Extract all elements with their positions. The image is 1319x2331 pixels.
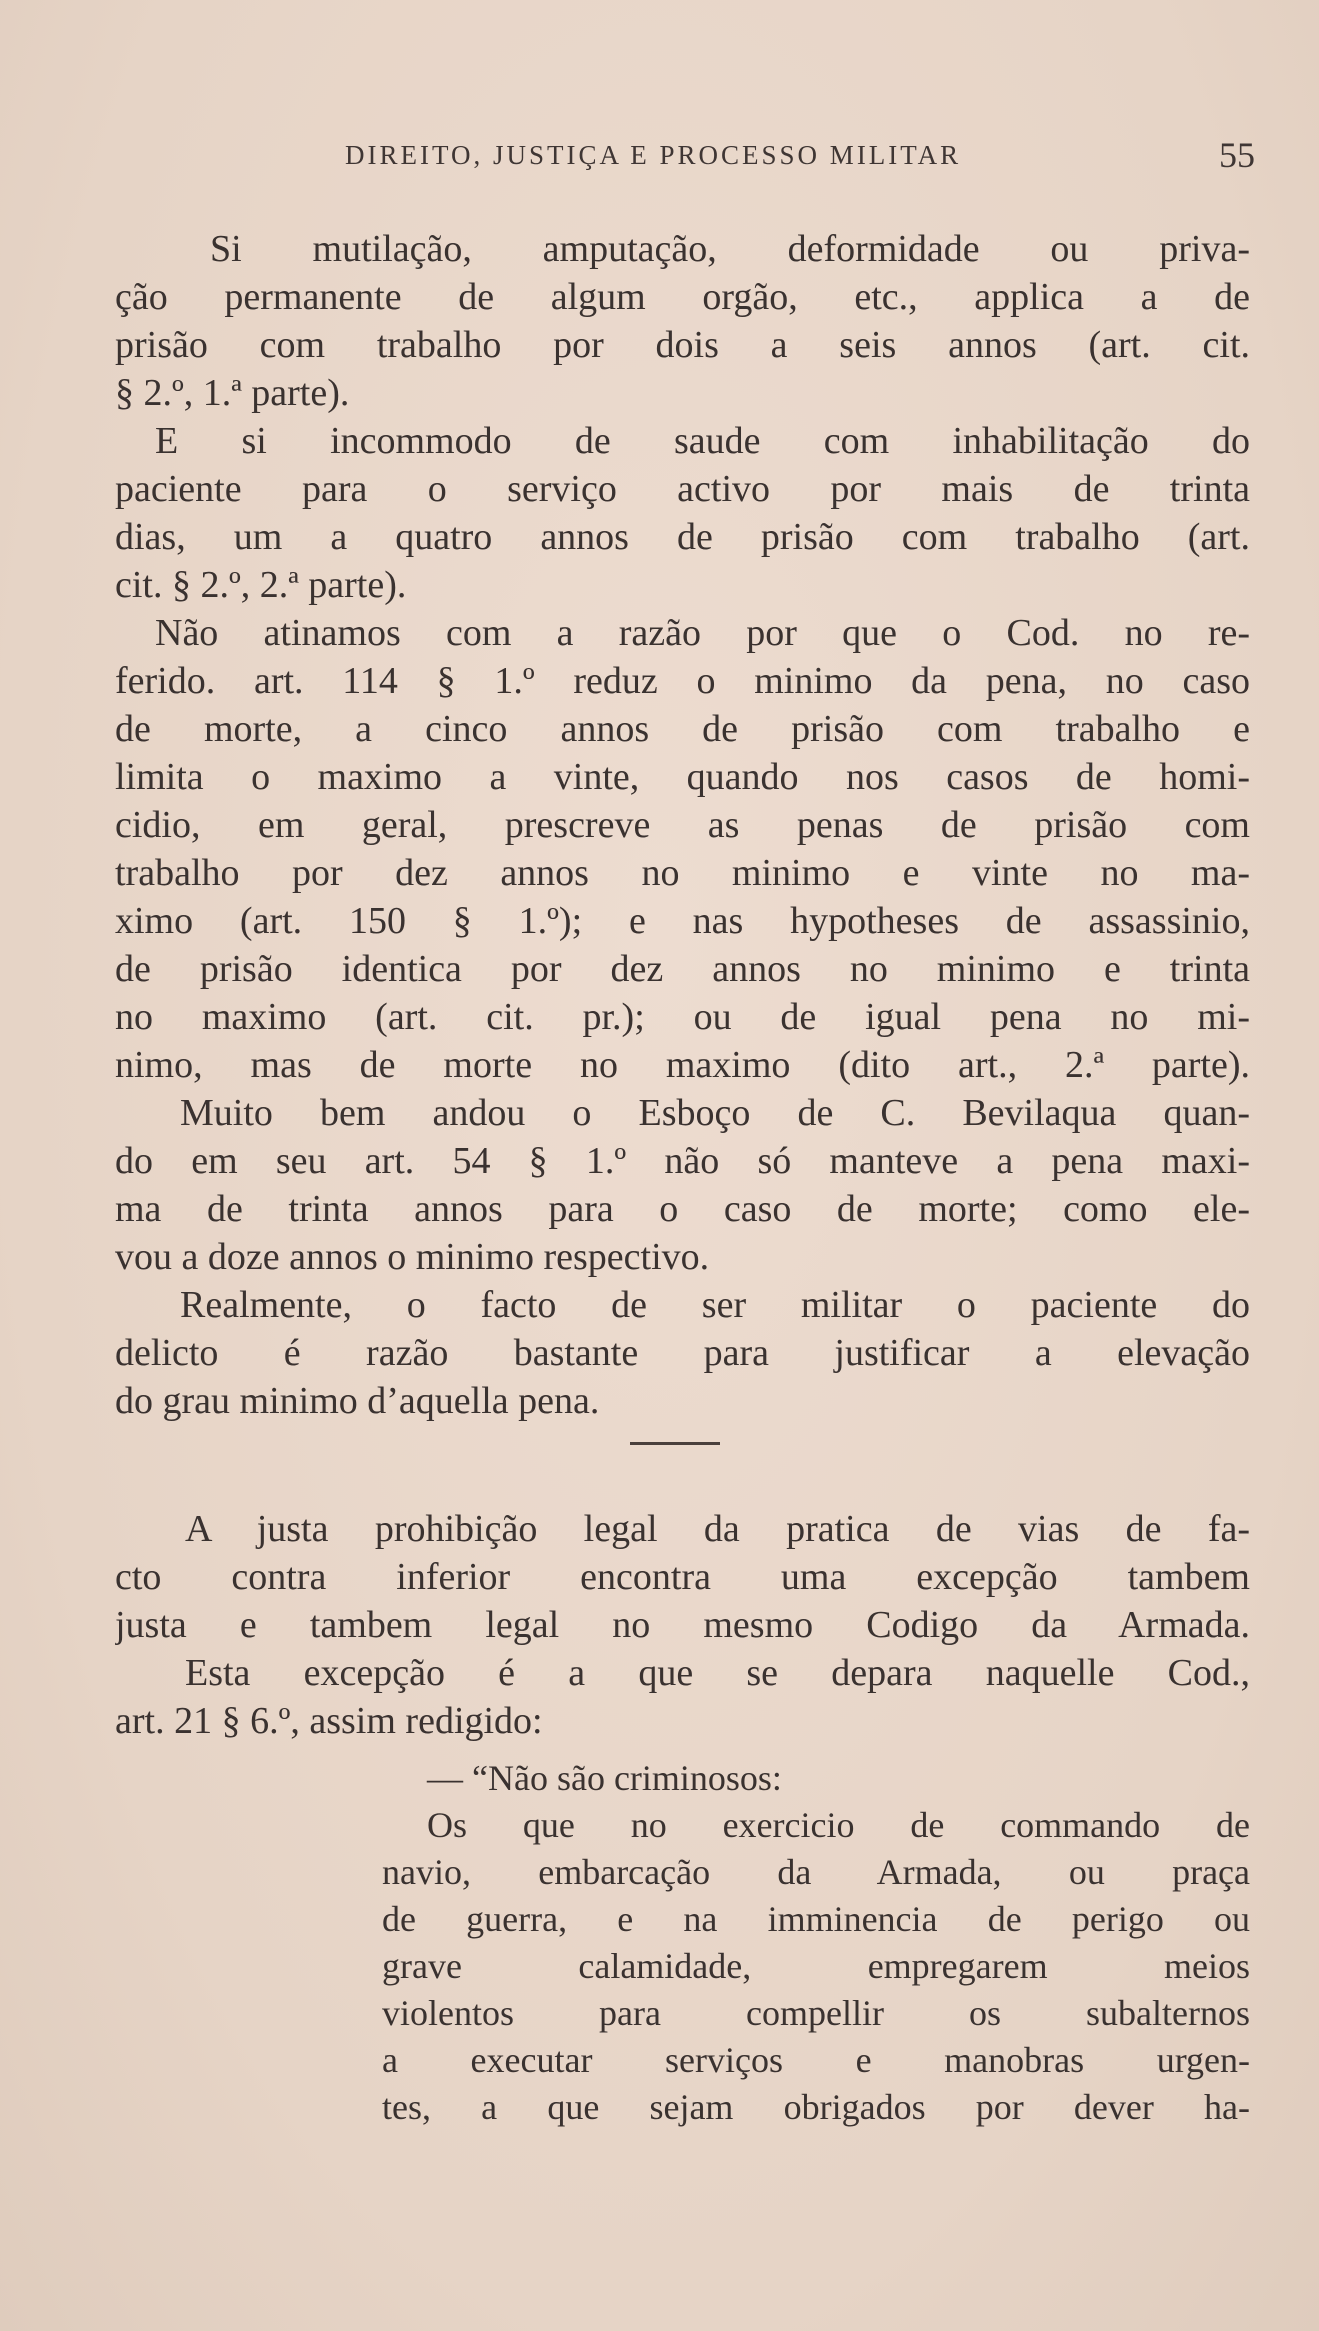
text-line: ma de trinta annos para o caso de morte; como ele- xyxy=(115,1188,1250,1230)
text-line: Si mutilação, amputação, deformidade ou priva- xyxy=(210,228,1250,270)
text-line: de prisão identica por dez annos no minimo e trinta xyxy=(115,948,1250,990)
text-line: E si incommodo de saude com inhabilitação do xyxy=(155,420,1250,462)
quote-line: navio, embarcação da Armada, ou praça xyxy=(382,1852,1250,1892)
quote-line: — “Não são criminosos: xyxy=(427,1758,782,1798)
text-line: paciente para o serviço activo por mais de trinta xyxy=(115,468,1250,510)
text-line: justa e tambem legal no mesmo Codigo da Armada. xyxy=(115,1604,1250,1646)
text-line: Realmente, o facto de ser militar o paciente do xyxy=(180,1284,1250,1326)
text-line: dias, um a quatro annos de prisão com trabalho (art. xyxy=(115,516,1250,558)
section-1-text xyxy=(115,225,1250,1425)
text-line: do grau minimo d’aquella pena. xyxy=(115,1380,600,1422)
text-line: nimo, mas de morte no maximo (dito art., 2.ª parte). xyxy=(115,1044,1250,1086)
text-line: art. 21 § 6.º, assim redigido: xyxy=(115,1700,543,1742)
text-line: Não atinamos com a razão por que o Cod. no re- xyxy=(155,612,1250,654)
page-number: 55 xyxy=(1219,135,1255,175)
text-line: do em seu art. 54 § 1.º não só manteve a pena maxi- xyxy=(115,1140,1250,1182)
text-line: cto contra inferior encontra uma excepção tambem xyxy=(115,1556,1250,1598)
text-line: prisão com trabalho por dois a seis annos (art. cit. xyxy=(115,324,1250,366)
text-line: Esta excepção é a que se depara naquelle Cod., xyxy=(185,1652,1250,1694)
text-line: ferido. art. 114 § 1.º reduz o minimo da pena, no caso xyxy=(115,660,1250,702)
quote-line: violentos para compellir os subalternos xyxy=(382,1993,1250,2033)
section-divider xyxy=(630,1442,720,1445)
text-line: limita o maximo a vinte, quando nos casos de homi- xyxy=(115,756,1250,798)
text-line: cit. § 2.º, 2.ª parte). xyxy=(115,564,407,606)
legal-quotation xyxy=(382,1755,1250,2131)
text-line: delicto é razão bastante para justificar a elevação xyxy=(115,1332,1250,1374)
section-2-text xyxy=(115,1505,1250,1745)
quote-line: grave calamidade, empregarem meios xyxy=(382,1946,1250,1986)
running-title: DIREITO, JUSTIÇA E PROCESSO MILITAR xyxy=(345,140,962,170)
quote-line: a executar serviços e manobras urgen- xyxy=(382,2040,1250,2080)
text-line: ximo (art. 150 § 1.º); e nas hypotheses de assassinio, xyxy=(115,900,1250,942)
quote-line: de guerra, e na imminencia de perigo ou xyxy=(382,1899,1250,1939)
text-line: ção permanente de algum orgão, etc., applica a de xyxy=(115,276,1250,318)
text-line: Muito bem andou o Esboço de C. Bevilaqua quan- xyxy=(180,1092,1250,1134)
text-line: vou a doze annos o minimo respectivo. xyxy=(115,1236,710,1278)
page-header xyxy=(345,135,1255,180)
quote-line: tes, a que sejam obrigados por dever ha- xyxy=(382,2087,1250,2127)
text-line: trabalho por dez annos no minimo e vinte no ma- xyxy=(115,852,1250,894)
quote-line: Os que no exercicio de commando de xyxy=(427,1805,1250,1845)
text-line: no maximo (art. cit. pr.); ou de igual pena no mi- xyxy=(115,996,1250,1038)
text-line: de morte, a cinco annos de prisão com trabalho e xyxy=(115,708,1250,750)
text-line: cidio, em geral, prescreve as penas de prisão com xyxy=(115,804,1250,846)
text-line: A justa prohibição legal da pratica de vias de fa- xyxy=(185,1508,1250,1550)
text-line: § 2.º, 1.ª parte). xyxy=(115,372,350,414)
